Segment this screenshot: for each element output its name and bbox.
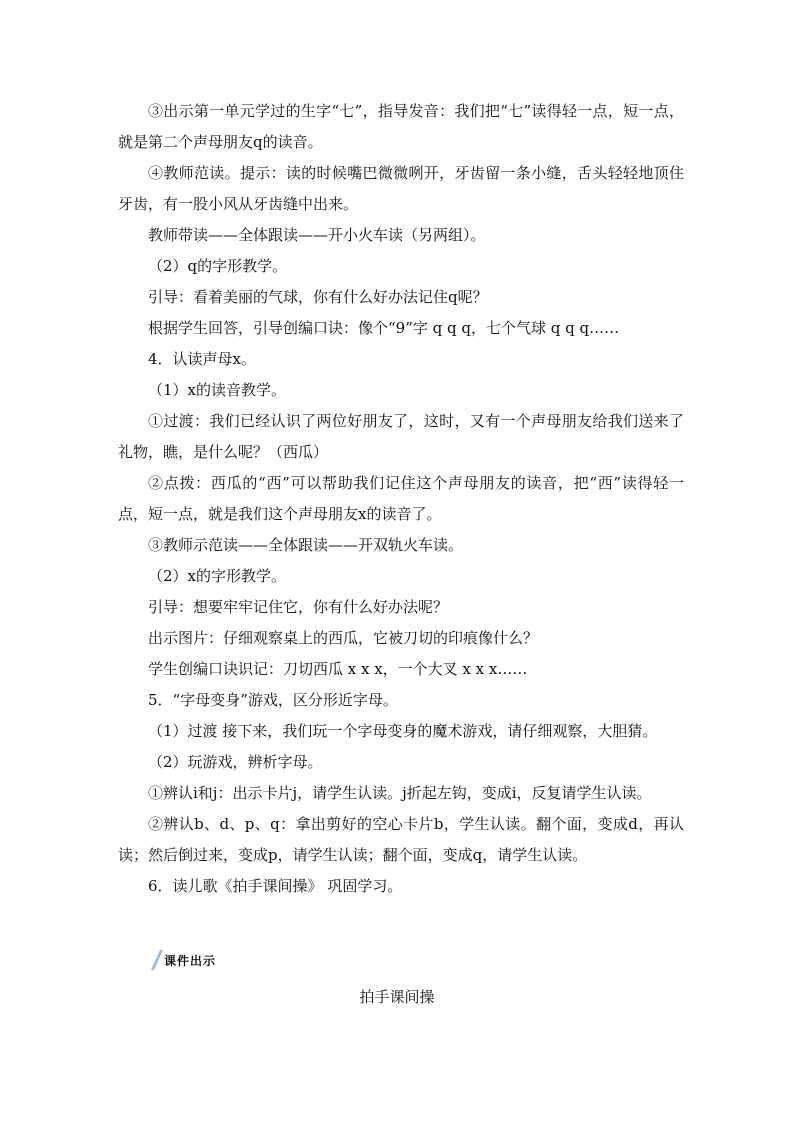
paragraph: 引导：看着美丽的气球，你有什么好办法记住q呢？: [148, 288, 488, 306]
paragraph: 4．认读声母x。: [148, 350, 257, 368]
slash-stroke-icon: [148, 949, 164, 971]
paragraph: ③教师示范读——全体跟读——开双轨火车读。: [148, 536, 464, 554]
paragraph: ②点拨：西瓜的“西”可以帮助我们记住这个声母朋友的读音，把“西”读得轻一点，短一点，就是我们这个声母朋友x的读音了。: [118, 474, 684, 523]
paragraph: 5．“字母变身”游戏，区分形近字母。: [148, 691, 398, 709]
paragraph: ①辨认i和j：出示卡片j，请学生认读。j折起左钩，变成i，反复请学生认读。: [148, 784, 652, 802]
paragraph: ④教师范读。提示：读的时候嘴巴微微咧开，牙齿留一条小缝，舌头轻轻地顶住牙齿，有一股小风从牙齿缝中出来。: [118, 164, 684, 213]
paragraph: 学生创编口诀识记：刀切西瓜 x x x，一个大叉 x x x……: [148, 660, 528, 678]
paragraph: （2）x的字形教学。: [148, 567, 287, 585]
lesson-body: [118, 96, 684, 902]
paragraph: 6．读儿歌《拍手课间操》 巩固学习。: [148, 877, 403, 895]
courseware-tag: [148, 948, 216, 972]
paragraph: （1）x的读音教学。: [148, 381, 287, 399]
paragraph: （2）q的字形教学。: [148, 257, 288, 275]
paragraph: 教师带读——全体跟读——开小火车读（另两组）。: [148, 226, 486, 244]
paragraph: （2）玩游戏，辨析字母。: [148, 753, 323, 771]
paragraph: 根据学生回答，引导创编口诀：像个“9”字 q q q，七个气球 q q q……: [148, 319, 620, 337]
paragraph: ③出示第一单元学过的生字“七”，指导发音：我们把“七”读得轻一点，短一点，就是第二个声母朋友q的读音。: [118, 102, 684, 151]
paragraph: 出示图片：仔细观察桌上的西瓜，它被刀切的印痕像什么？: [148, 629, 539, 647]
paragraph: （1）过渡 接下来，我们玩一个字母变身的魔术游戏，请仔细观察，大胆猜。: [148, 722, 658, 740]
poem-title: 拍手课间操: [359, 988, 435, 1006]
courseware-tag-label: 课件出示: [164, 953, 217, 968]
paragraph: ①过渡：我们已经认识了两位好朋友了，这时，又有一个声母朋友给我们送来了礼物，瞧，是什么呢？（西瓜）: [118, 412, 684, 461]
paragraph: 引导：想要牢牢记住它，你有什么好办法呢？: [148, 598, 449, 616]
paragraph: ②辨认b、d、p、q：拿出剪好的空心卡片b，学生认读。翻个面，变成d，再认读；然后倒过来，变成p，请学生认读；翻个面，变成q，请学生认读。: [118, 815, 684, 864]
